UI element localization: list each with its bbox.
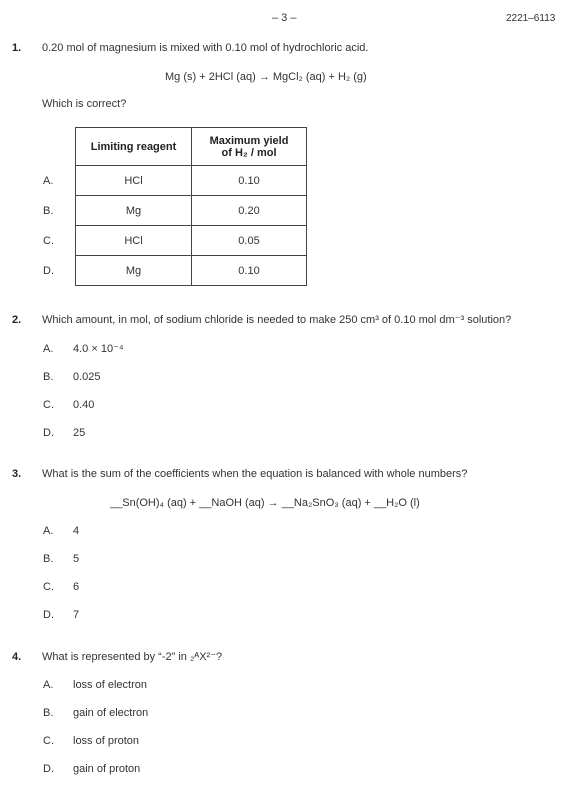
q4-option-d: gain of proton <box>73 763 141 775</box>
q3-option-d: 7 <box>73 609 80 621</box>
q2-option-b: 0.025 <box>73 371 101 383</box>
q2-option-c: 0.40 <box>73 399 95 411</box>
question-1-text: 0.20 mol of magnesium is mixed with 0.10 mol of hydrochloric acid. <box>42 42 369 54</box>
q3-option-letter-a: A. <box>43 525 54 537</box>
q2-option-letter-c: C. <box>43 399 54 411</box>
header-yield-line1: Maximum yield <box>209 134 289 147</box>
header-yield-line2: of H₂ / mol <box>221 146 277 159</box>
q3-option-letter-b: B. <box>43 553 54 565</box>
q4-option-letter-d: D. <box>43 763 54 775</box>
table-header-row <box>76 128 307 166</box>
question-1-number: 1. <box>12 42 22 54</box>
question-2-number: 2. <box>12 314 22 326</box>
reagent-cell: HCl <box>76 166 192 196</box>
q4-option-c: loss of proton <box>73 735 140 747</box>
reagent-cell: HCl <box>76 226 192 256</box>
document-code: 2221–6113 <box>506 13 556 24</box>
q3-option-a: 4 <box>73 525 80 537</box>
question-1-prompt: Which is correct? <box>42 98 127 110</box>
q4-option-a: loss of electron <box>73 679 147 691</box>
q2-option-d: 25 <box>73 427 86 439</box>
question-3-text: What is the sum of the coefficients when the equation is balanced with whole numbers? <box>42 468 468 480</box>
table-row <box>76 166 307 196</box>
question-3-equation: __Sn(OH)₄ (aq) + __NaOH (aq) → __Na₂SnO₃ (aq) + __H₂O (l) <box>110 497 420 509</box>
q4-option-letter-b: B. <box>43 707 54 719</box>
yield-cell: 0.20 <box>192 196 307 226</box>
question-4-text: What is represented by “-2” in ₂ᴬX²⁻? <box>42 651 223 663</box>
q1-option-letter-a: A. <box>43 175 54 187</box>
q4-option-letter-c: C. <box>43 735 54 747</box>
question-1-answer-table <box>75 127 307 286</box>
yield-cell: 0.05 <box>192 226 307 256</box>
question-3-number: 3. <box>12 468 22 480</box>
reagent-cell: Mg <box>76 256 192 286</box>
yield-cell: 0.10 <box>192 166 307 196</box>
q4-option-letter-a: A. <box>43 679 54 691</box>
q3-option-b: 5 <box>73 553 80 565</box>
q2-option-letter-b: B. <box>43 371 54 383</box>
page-number: – 3 – <box>272 12 297 24</box>
q3-option-letter-d: D. <box>43 609 54 621</box>
table-row <box>76 196 307 226</box>
q1-option-letter-b: B. <box>43 205 54 217</box>
q1-option-letter-d: D. <box>43 265 54 277</box>
reagent-cell: Mg <box>76 196 192 226</box>
q4-option-b: gain of electron <box>73 707 149 719</box>
q2-option-a: 4.0 × 10⁻⁴ <box>73 343 124 355</box>
table-row <box>76 226 307 256</box>
question-4-number: 4. <box>12 651 22 663</box>
q3-option-letter-c: C. <box>43 581 54 593</box>
q3-option-c: 6 <box>73 581 80 593</box>
question-1-equation: Mg (s) + 2HCl (aq) → MgCl₂ (aq) + H₂ (g) <box>165 71 367 83</box>
yield-cell: 0.10 <box>192 256 307 286</box>
q1-option-letter-c: C. <box>43 235 54 247</box>
table-row <box>76 256 307 286</box>
q2-option-letter-d: D. <box>43 427 54 439</box>
table-header-maximum-yield <box>192 128 307 166</box>
table-header-limiting-reagent: Limiting reagent <box>76 128 192 166</box>
q2-option-letter-a: A. <box>43 343 54 355</box>
question-2-text: Which amount, in mol, of sodium chloride is needed to make 250 cm³ of 0.10 mol dm⁻³ solution? <box>42 314 512 326</box>
